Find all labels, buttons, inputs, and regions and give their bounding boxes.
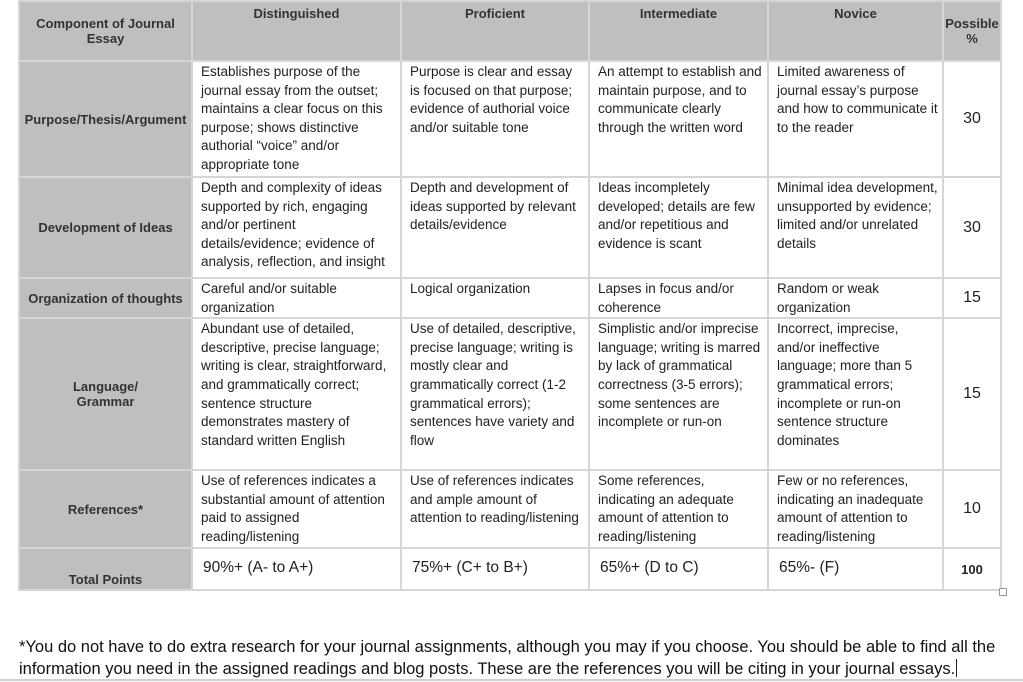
total-possible: 100 bbox=[943, 548, 1001, 590]
cell-intermediate: Ideas incompletely developed; details are few and/or repetitious and evidence is scant bbox=[589, 177, 768, 278]
total-row bbox=[19, 548, 1001, 590]
row-component: Language/ Grammar bbox=[19, 318, 192, 470]
cell-novice: Random or weak organization bbox=[768, 278, 943, 318]
grade-novice: 65%- (F) bbox=[768, 548, 943, 590]
header-distinguished: Distinguished bbox=[192, 1, 401, 61]
footnote-text: *You do not have to do extra research for your journal assignments, although you may if you choose. You should be able to find all the information you need in the assigned readings and blog posts. These are the references you will be citing in your journal essays. bbox=[19, 638, 996, 678]
cell-distinguished: Depth and complexity of ideas supported by rich, engaging and/or pertinent details/evidence; evidence of analysis, reflection, and insight bbox=[192, 177, 401, 278]
table-resize-handle[interactable] bbox=[999, 588, 1007, 596]
rubric-table bbox=[18, 0, 1002, 591]
cell-possible: 30 bbox=[943, 61, 1001, 177]
row-component: Development of Ideas bbox=[19, 177, 192, 278]
grade-proficient: 75%+ (C+ to B+) bbox=[401, 548, 589, 590]
footnote[interactable] bbox=[19, 636, 1019, 680]
cell-intermediate: An attempt to establish and maintain purpose, and to communicate clearly through the written word bbox=[589, 61, 768, 177]
table-row bbox=[19, 61, 1001, 177]
cell-proficient: Use of detailed, descriptive, precise language; writing is mostly clear and grammatically correct (1-2 grammatical errors); sentences have variety and flow bbox=[401, 318, 589, 470]
header-component: Component of Journal Essay bbox=[19, 1, 192, 61]
cell-possible: 30 bbox=[943, 177, 1001, 278]
grade-distinguished: 90%+ (A- to A+) bbox=[192, 548, 401, 590]
row-component: Purpose/Thesis/Argument bbox=[19, 61, 192, 177]
header-row bbox=[19, 1, 1001, 61]
header-novice: Novice bbox=[768, 1, 943, 61]
table-row bbox=[19, 318, 1001, 470]
total-label: Total Points bbox=[19, 548, 192, 590]
header-possible: Possible % bbox=[943, 1, 1001, 61]
cell-novice: Minimal idea development, unsupported by evidence; limited and/or unrelated details bbox=[768, 177, 943, 278]
cell-distinguished: Use of references indicates a substantial amount of attention paid to assigned reading/listening bbox=[192, 470, 401, 548]
header-proficient: Proficient bbox=[401, 1, 589, 61]
cell-distinguished: Establishes purpose of the journal essay from the outset; maintains a clear focus on this purpose; shows distinctive authorial “voice” and/or appropriate tone bbox=[192, 61, 401, 177]
row-component: References* bbox=[19, 470, 192, 548]
cell-distinguished: Careful and/or suitable organization bbox=[192, 278, 401, 318]
grade-intermediate: 65%+ (D to C) bbox=[589, 548, 768, 590]
cell-proficient: Purpose is clear and essay is focused on that purpose; evidence of authorial voice and/or suitable tone bbox=[401, 61, 589, 177]
cell-intermediate: Some references, indicating an adequate amount of attention to reading/listening bbox=[589, 470, 768, 548]
cell-intermediate: Lapses in focus and/or coherence bbox=[589, 278, 768, 318]
text-cursor bbox=[956, 659, 957, 677]
cell-proficient: Logical organization bbox=[401, 278, 589, 318]
table-row bbox=[19, 470, 1001, 548]
cell-intermediate: Simplistic and/or imprecise language; writing is marred by lack of grammatical correctness (3-5 errors); some sentences are incomplete or run-on bbox=[589, 318, 768, 470]
cell-possible: 15 bbox=[943, 278, 1001, 318]
cell-novice: Few or no references, indicating an inadequate amount of attention to reading/listening bbox=[768, 470, 943, 548]
cell-possible: 15 bbox=[943, 318, 1001, 470]
cell-proficient: Use of references indicates and ample amount of attention to reading/listening bbox=[401, 470, 589, 548]
cell-possible: 10 bbox=[943, 470, 1001, 548]
cell-distinguished: Abundant use of detailed, descriptive, precise language; writing is clear, straightforward, and grammatically correct; sentence structure demonstrates mastery of standard written English bbox=[192, 318, 401, 470]
table-row bbox=[19, 177, 1001, 278]
header-intermediate: Intermediate bbox=[589, 1, 768, 61]
cell-novice: Limited awareness of journal essay’s purpose and how to communicate it to the reader bbox=[768, 61, 943, 177]
row-component: Organization of thoughts bbox=[19, 278, 192, 318]
cell-proficient: Depth and development of ideas supported by relevant details/evidence bbox=[401, 177, 589, 278]
table-row bbox=[19, 278, 1001, 318]
page-divider bbox=[0, 679, 1023, 681]
cell-novice: Incorrect, imprecise, and/or ineffective language; more than 5 grammatical errors; incomplete or run-on sentence structure dominates bbox=[768, 318, 943, 470]
